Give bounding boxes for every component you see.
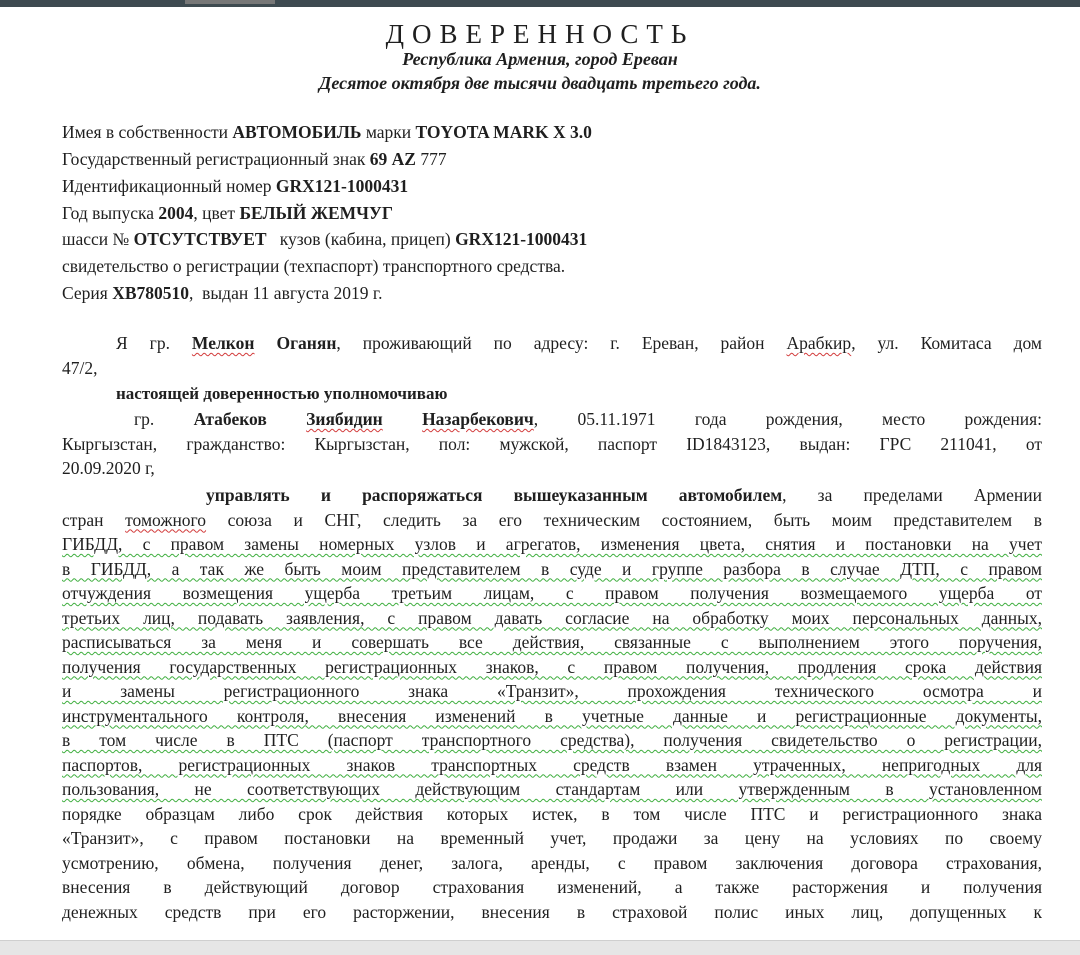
powers-line: «Транзит», с правом постановки на временный учет, продажи за цену на условиях по своему — [62, 828, 1042, 848]
label: гр. — [134, 409, 194, 429]
body-number: GRX121-1000431 — [455, 229, 588, 249]
powers-line: и замены регистрационного знака «Транзит», прохождения технического осмотра и — [62, 681, 1042, 701]
label: Государственный регистрационный знак — [62, 149, 370, 169]
powers-line: пользования, не соответствующих действующим стандартам или утвержденным в установленном — [62, 779, 1042, 799]
powers-line: в том числе в ПТС (паспорт транспортного средства), получения свидетельство о регистрации, — [62, 730, 1042, 750]
label: Серия — [62, 283, 113, 303]
agent-name: Зиябидин — [306, 409, 383, 429]
label: Идентификационный номер — [62, 176, 276, 196]
agent-patronymic: Назарбекович — [422, 409, 534, 429]
typo-word: томожного — [125, 509, 207, 530]
powers-line: отчуждения возмещения ущерба третьим лицам, с правом получения возмещаемого ущерба от — [62, 583, 1042, 603]
viewer-bottom-bar — [0, 940, 1080, 955]
principal-line-1 — [62, 331, 1042, 356]
viewer-top-thumb — [185, 0, 275, 4]
powers-line: денежных средств при его расторжении, внесения в страховой полис иных лиц, допущенных к — [62, 901, 1042, 922]
vehicle-line-chassis — [62, 229, 587, 250]
agent-line-1 — [62, 407, 1042, 432]
vin: GRX121-1000431 — [275, 176, 409, 196]
principal-last-name: Оганян — [276, 333, 337, 353]
powers-line: получения государственных регистрационных знаков, с правом получения, продления срока действия — [62, 656, 1042, 677]
document-title: ДОВЕРЕННОСТЬ — [385, 19, 695, 49]
plate-bold: 69 AZ — [369, 149, 416, 169]
powers-lead: управлять и распоряжаться вышеуказанным автомобилем — [206, 485, 783, 505]
chassis: ОТСУТСТВУЕТ — [133, 229, 267, 249]
powers-line: паспортов, регистрационных знаков транспортных средств взамен утраченных, непригодных для — [62, 754, 1042, 775]
powers-line: расписываться за меня и совершать все действия, связанные с выполнением этого поручения, — [62, 632, 1042, 652]
principal-first-name: Мелкон — [191, 333, 255, 353]
document-page — [0, 7, 1080, 940]
plate-rest: 777 — [415, 149, 447, 169]
powers-line: третьих лиц, подавать заявления, с правом давать согласие на обработку моих персональных данных, — [62, 607, 1042, 628]
label: Год выпуска — [62, 203, 159, 223]
vehicle-line-series — [62, 283, 382, 304]
principal-line-2: 47/2, — [62, 357, 98, 378]
label: кузов (кабина, прицеп) — [266, 229, 456, 249]
document-place: Республика Армения, город Ереван — [402, 49, 678, 69]
label: марки — [361, 122, 416, 142]
vehicle-brand: TOYOTA MARK X 3.0 — [415, 122, 592, 142]
powers-line-1 — [62, 483, 1042, 508]
agent-surname: Атабеков — [193, 409, 267, 429]
powers-paragraph — [62, 483, 1042, 924]
powers-line-2 — [62, 508, 1042, 533]
document-date: Десятое октября две тысячи двадцать третьего года. — [319, 73, 761, 93]
issued: , выдан 11 августа 2019 г. — [189, 283, 383, 303]
label: Я гр. — [116, 333, 192, 353]
powers-line: усмотрению, обмена, получения денег, залога, аренды, с правом заключения договора страхования, — [62, 852, 1042, 873]
agent-paragraph — [62, 407, 1042, 481]
label: , цвет — [193, 203, 240, 223]
powers-line: внесения в действующий договор страхования изменений, а также расторжения и получения — [62, 877, 1042, 897]
principal-paragraph — [62, 331, 1042, 380]
powers-grammar-block — [62, 532, 1042, 802]
label: , 05.11.1971 года рождения, место рождения: — [533, 409, 1043, 429]
agent-line-3: 20.09.2020 г, — [62, 458, 155, 478]
label: шасси № — [62, 229, 134, 249]
agent-line-2: Кыргызстан, гражданство: Кыргызстан, пол: мужской, паспорт ID1843123, выдан: ГРС 211041, от — [62, 433, 1042, 454]
vehicle-type: АВТОМОБИЛЬ — [232, 122, 362, 142]
vehicle-line-make — [62, 122, 592, 143]
label: союза и СНГ, следить за его техническим состоянием, быть моим представителем в — [206, 509, 1042, 530]
viewer-top-strip — [0, 0, 1080, 7]
district: Арабкир — [786, 333, 852, 353]
powers-line: инструментального контроля, внесения изменений в учетные данные и регистрационные документы, — [62, 705, 1042, 726]
vehicle-line-vin — [62, 176, 408, 197]
powers-line: ГИБДД, с правом замены номерных узлов и агрегатов, изменения цвета, снятия и постановки на учет — [62, 534, 1042, 554]
color: БЕЛЫЙ ЖЕМЧУГ — [239, 203, 394, 223]
label: стран — [62, 509, 126, 530]
powers-line: в ГИБДД, а так же быть моим представителем в суде и группе разбора в случае ДТП, с правом — [62, 558, 1042, 579]
label: , ул. Комитаса дом — [851, 333, 1042, 353]
year: 2004 — [158, 203, 194, 223]
vehicle-line-year — [62, 203, 393, 224]
label: , проживающий по адресу: г. Ереван, район — [336, 333, 787, 353]
series: ХВ780510 — [112, 283, 190, 303]
powers-line: порядке образцам либо срок действия которых истек, в том числе ПТС и регистрационного знака — [62, 803, 1042, 824]
vehicle-line-certificate: свидетельство о регистрации (техпаспорт) транспортного средства. — [62, 256, 566, 276]
vehicle-line-plate — [62, 149, 447, 170]
label: Имея в собственности — [62, 122, 233, 142]
authorize-heading: настоящей доверенностью уполномочиваю — [116, 384, 448, 403]
label: , за пределами Армении — [782, 485, 1042, 505]
